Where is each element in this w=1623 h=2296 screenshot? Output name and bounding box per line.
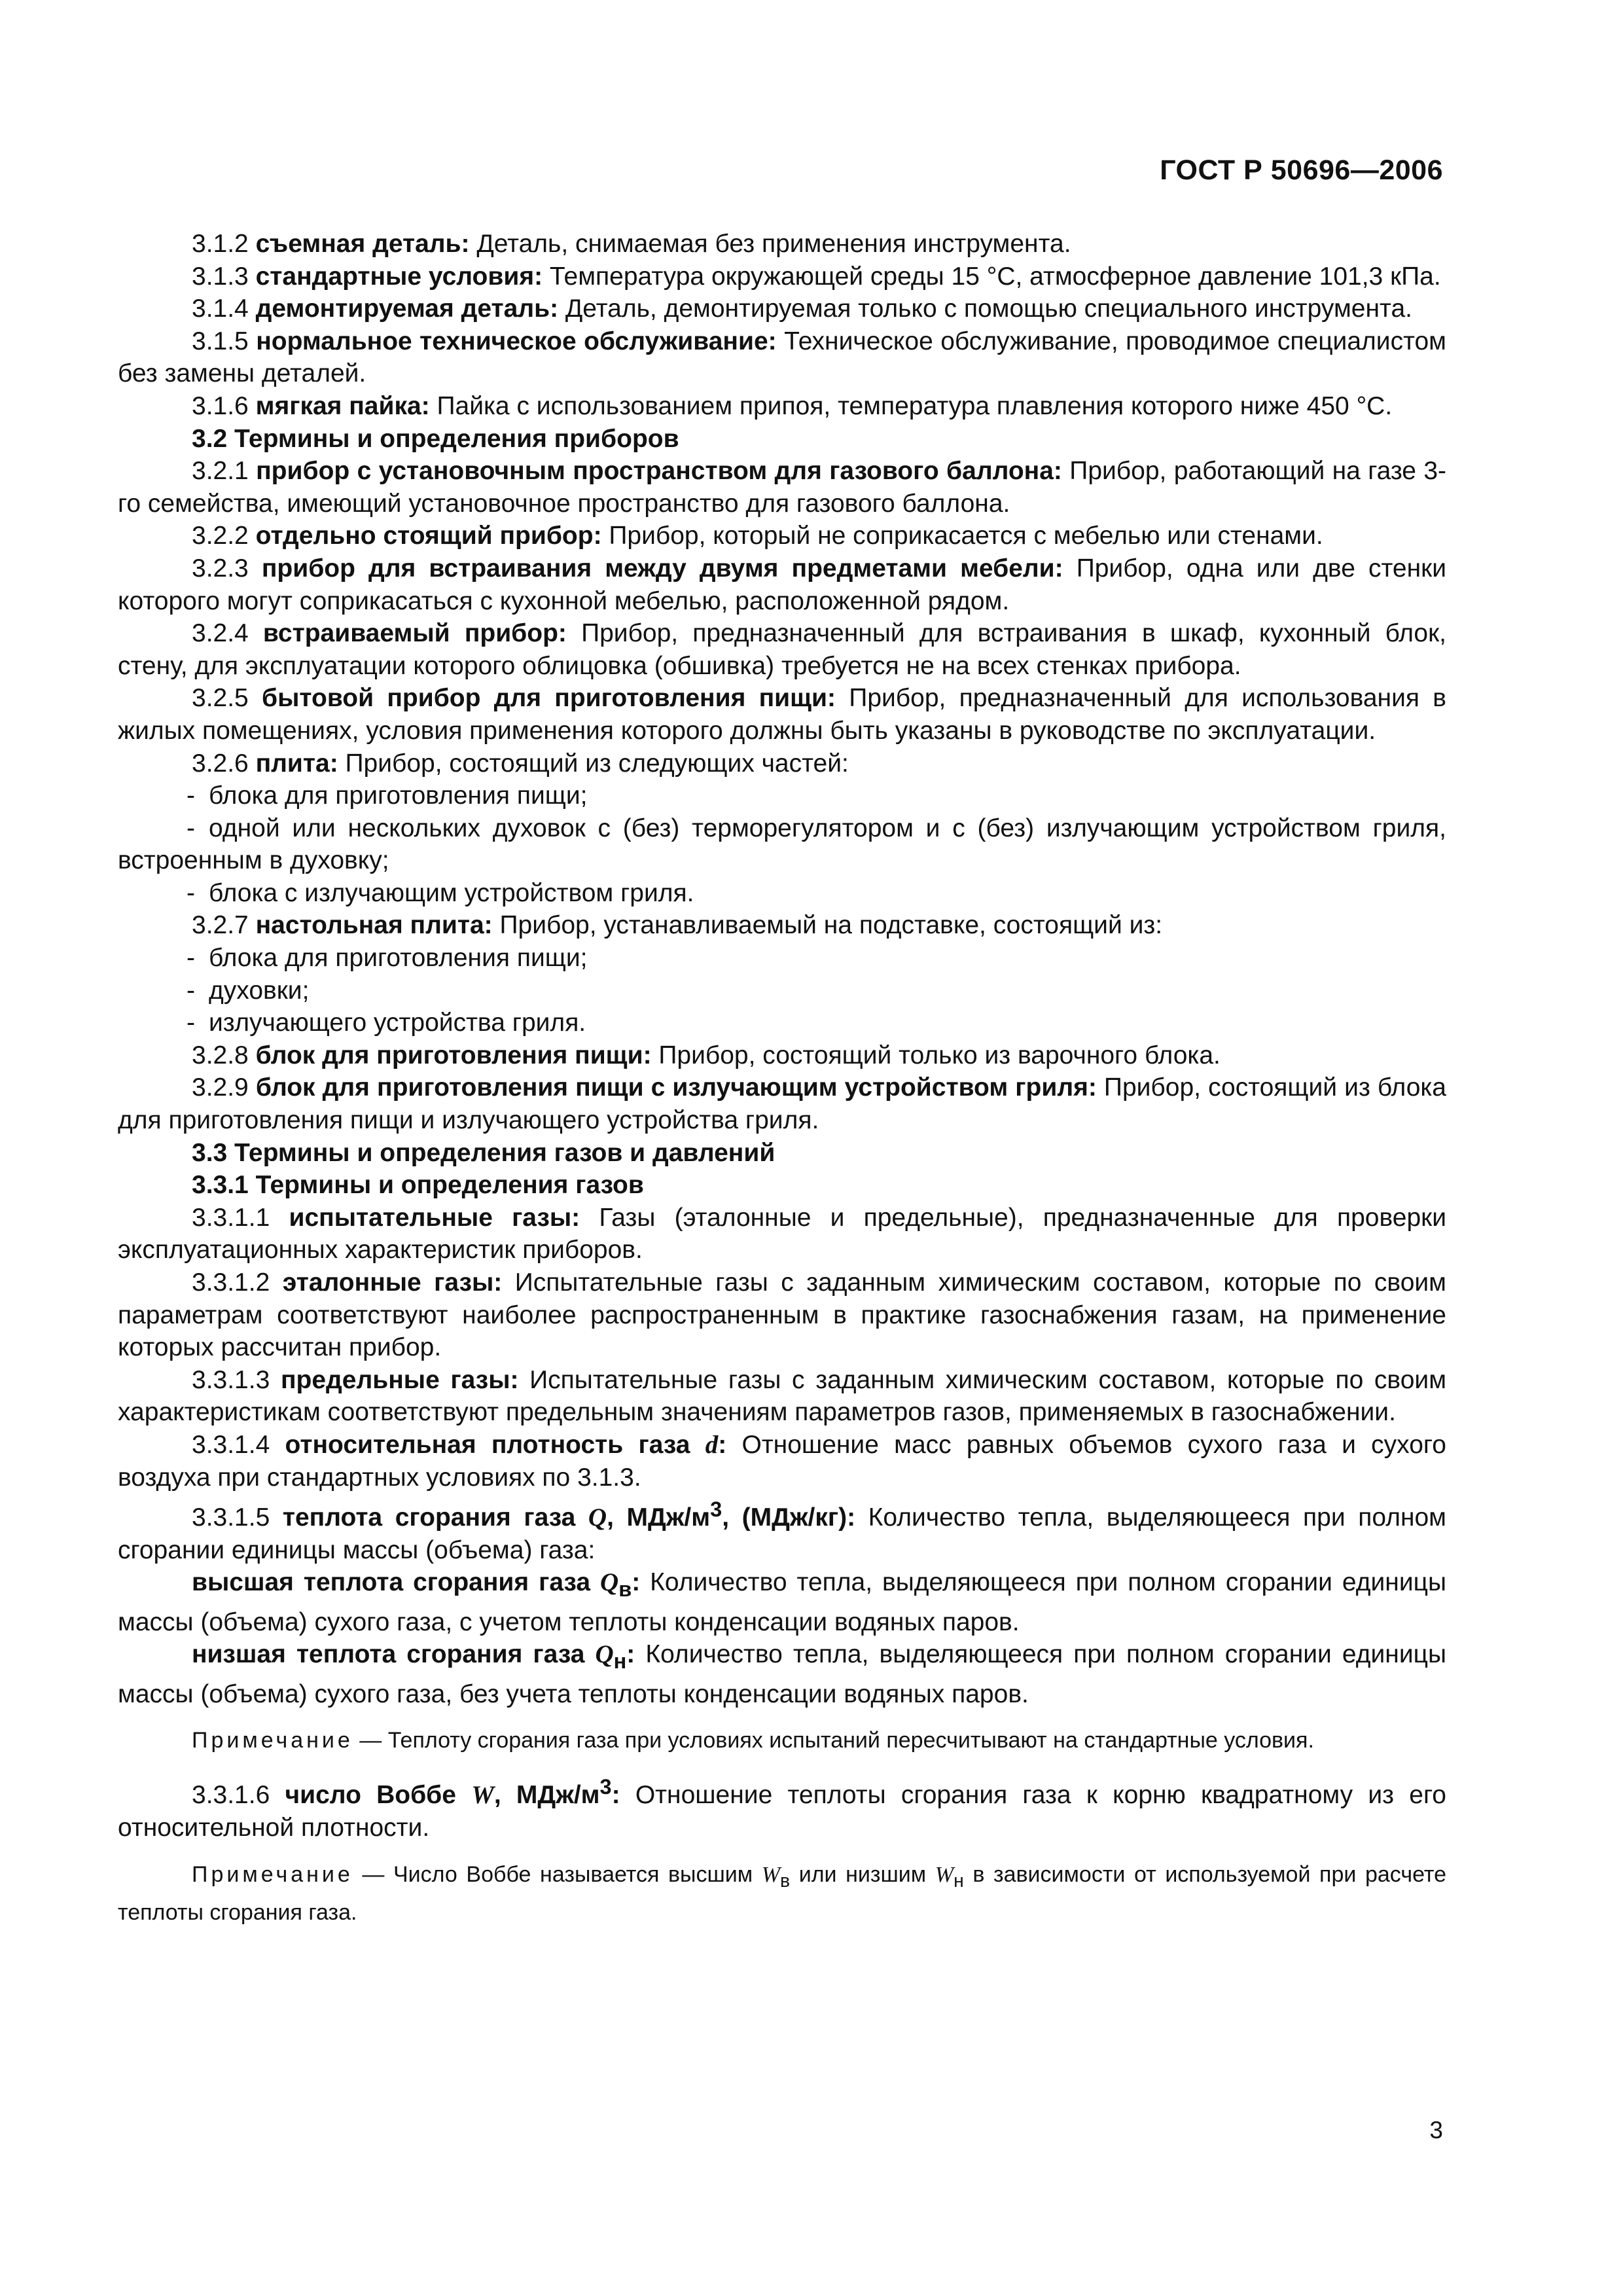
clause-number: 3.2.3 bbox=[192, 554, 249, 583]
definition: Прибор, предназначенный для использования в жилых помещениях, условия применения которого должны быть указаны в руководстве по эксплуатации. bbox=[118, 684, 1446, 745]
clause-3-2-6 bbox=[118, 747, 1446, 780]
clause-number: 3.2.4 bbox=[192, 619, 249, 648]
symbol-subscript: в bbox=[618, 1577, 632, 1602]
note-text: или низшим bbox=[790, 1861, 935, 1887]
clause-3-2-9 bbox=[118, 1071, 1446, 1136]
document-body bbox=[118, 228, 1446, 1929]
note-text: — Теплоту сгорания газа при условиях испытаний пересчитывают на стандартные условия. bbox=[353, 1728, 1314, 1753]
clause-3-1-3 bbox=[118, 260, 1446, 293]
note-text: в зависимости от используемой при расчете теплоты сгорания газа. bbox=[118, 1861, 1446, 1926]
term: мягкая пайка: bbox=[255, 391, 430, 420]
clause-3-2-7 bbox=[118, 909, 1446, 942]
clause-3-3-1-5-higher bbox=[118, 1566, 1446, 1638]
list-item-text: блока с излучающим устройством гриля. bbox=[209, 878, 694, 907]
clause-number: 3.3.1.4 bbox=[192, 1430, 270, 1459]
definition: Количество тепла, выделяющееся при полном сгорании единицы массы (объема) сухого газа, с учетом теплоты конденсации водяных паров. bbox=[118, 1568, 1446, 1636]
definition: Деталь, снимаемая без применения инструмента. bbox=[469, 230, 1071, 258]
term: нормальное техническое обслуживание: bbox=[256, 327, 777, 355]
clause-3-2-5 bbox=[118, 682, 1446, 747]
clause-3-3-1-5-lower bbox=[118, 1638, 1446, 1710]
term: эталонные газы: bbox=[282, 1268, 503, 1297]
symbol: W bbox=[471, 1781, 494, 1810]
note-2 bbox=[118, 1859, 1446, 1929]
note-text: — Число Воббе называется высшим bbox=[353, 1861, 762, 1887]
section-heading-3-3: 3.3 Термины и определения газов и давлений bbox=[192, 1138, 776, 1167]
term: блок для приготовления пищи с излучающим устройством гриля: bbox=[255, 1073, 1097, 1102]
term: прибор с установочным пространством для газового баллона: bbox=[256, 457, 1062, 486]
clause-number: 3.3.1.2 bbox=[192, 1268, 270, 1297]
symbol-subscript: н bbox=[613, 1649, 627, 1674]
clause-3-2-2 bbox=[118, 520, 1446, 552]
list-item: - духовки; bbox=[187, 976, 310, 1005]
clause-number: 3.1.2 bbox=[192, 230, 249, 258]
list-item: - излучающего устройства гриля. bbox=[187, 1009, 586, 1037]
term: встраиваемый прибор: bbox=[262, 619, 567, 648]
definition: Прибор, состоящий из следующих частей: bbox=[338, 749, 849, 778]
term: высшая теплота сгорания газа bbox=[192, 1568, 601, 1597]
definition: Деталь, демонтируемая только с помощью специального инструмента. bbox=[558, 295, 1412, 323]
section-heading-3-3-1: 3.3.1 Термины и определения газов bbox=[192, 1171, 644, 1200]
note-label: Примечание bbox=[192, 1861, 353, 1887]
clause-number: 3.1.6 bbox=[192, 391, 249, 420]
term: низшая теплота сгорания газа bbox=[192, 1640, 596, 1669]
term: настольная плита: bbox=[255, 911, 493, 940]
symbol: Q bbox=[588, 1503, 607, 1532]
term: теплота сгорания газа bbox=[282, 1503, 588, 1532]
term: относительная плотность газа bbox=[285, 1430, 705, 1459]
clause-number: 3.2.7 bbox=[192, 911, 249, 940]
definition: Газы (эталонные и предельные), предназначенные для проверки эксплуатационных характеристик приборов. bbox=[118, 1203, 1446, 1265]
list-item-text: блока для приготовления пищи; bbox=[209, 781, 588, 810]
definition: Температура окружающей среды 15 °С, атмосферное давление 101,3 кПа. bbox=[543, 262, 1441, 291]
list-item: - блока с излучающим устройством гриля. bbox=[187, 878, 694, 907]
clause-3-2-3 bbox=[118, 552, 1446, 617]
term: испытательные газы: bbox=[289, 1203, 580, 1232]
symbol-subscript: н bbox=[954, 1870, 964, 1892]
clause-3-1-6 bbox=[118, 390, 1446, 423]
definition: Прибор, предназначенный для встраивания в шкаф, кухонный блок, стену, для эксплуатации которого облицовка (обшивка) требуется не на всех стенках прибора. bbox=[118, 619, 1447, 680]
clause-3-3-1-6 bbox=[118, 1771, 1446, 1844]
clause-number: 3.2.8 bbox=[192, 1041, 249, 1069]
clause-3-3-1-1 bbox=[118, 1202, 1446, 1266]
term: демонтируемая деталь: bbox=[255, 295, 559, 323]
unit-alt: , (МДж/кг): bbox=[722, 1503, 856, 1532]
definition: Прибор, который не соприкасается с мебелью или стенами. bbox=[601, 522, 1323, 550]
clause-3-2-8 bbox=[118, 1039, 1446, 1072]
list-item-text: блока для приготовления пищи; bbox=[209, 944, 588, 973]
symbol: d bbox=[705, 1430, 719, 1459]
section-heading-3-2: 3.2 Термины и определения приборов bbox=[192, 424, 679, 453]
clause-number: 3.1.4 bbox=[192, 295, 249, 323]
term: прибор для встраивания между двумя предметами мебели: bbox=[261, 554, 1063, 583]
page-number: 3 bbox=[1429, 2117, 1443, 2144]
term: число Воббе bbox=[285, 1781, 472, 1810]
unit: , МДж/м bbox=[607, 1503, 711, 1532]
clause-3-1-4 bbox=[118, 293, 1446, 325]
clause-number: 3.2.1 bbox=[192, 457, 249, 486]
term-colon: : bbox=[611, 1781, 620, 1810]
note-label: Примечание bbox=[192, 1728, 353, 1753]
clause-3-2-1 bbox=[118, 455, 1446, 520]
unit-superscript: 3 bbox=[710, 1498, 722, 1522]
symbol-subscript: в bbox=[780, 1870, 791, 1892]
term: предельные газы: bbox=[280, 1365, 519, 1394]
definition: Испытательные газы с заданным химическим составом, которые по своим характеристикам соответствуют предельным значениям параметров газов, применяемых в газоснабжении. bbox=[118, 1365, 1447, 1427]
definition: Испытательные газы с заданным химическим составом, которые по своим параметрам соответствуют наиболее распространенным в практике газоснабжения газам, на применение которых рассчитан прибор. bbox=[118, 1268, 1446, 1362]
clause-number: 3.1.3 bbox=[192, 262, 249, 291]
symbol: W bbox=[935, 1862, 954, 1887]
symbol: Q bbox=[595, 1640, 614, 1669]
clause-number: 3.3.1.5 bbox=[192, 1503, 270, 1532]
clause-number: 3.2.5 bbox=[192, 684, 249, 713]
list-item-text: одной или нескольких духовок с (без) терморегулятором и с (без) излучающим устройством гриля, встроенным в духовку; bbox=[118, 814, 1446, 875]
definition: Отношение масс равных объемов сухого газа и сухого воздуха при стандартных условиях по 3.1.3. bbox=[118, 1430, 1446, 1492]
list-item: - одной или нескольких духовок с (без) терморегулятором и с (без) излучающим устройством гриля, встроенным в духовку; bbox=[118, 814, 1446, 875]
definition: Прибор, работающий на газе 3-го семейства, имеющий установочное пространство для газового баллона. bbox=[118, 457, 1447, 518]
clause-3-2-4 bbox=[118, 617, 1446, 682]
unit: , МДж/м bbox=[493, 1781, 600, 1810]
term: съемная деталь: bbox=[255, 230, 470, 258]
list-item: - блока для приготовления пищи; bbox=[187, 944, 588, 973]
clause-3-3-1-3 bbox=[118, 1364, 1446, 1429]
term: бытовой прибор для приготовления пищи: bbox=[262, 684, 836, 713]
definition: Количество тепла, выделяющееся при полном сгорании единицы массы (объема) газа: bbox=[118, 1503, 1446, 1564]
clause-3-1-2 bbox=[118, 228, 1446, 260]
definition: Количество тепла, выделяющееся при полном сгорании единицы массы (объема) сухого газа, без учета теплоты конденсации водяных паров. bbox=[118, 1640, 1446, 1708]
term: отдельно стоящий прибор: bbox=[255, 522, 602, 550]
clause-3-3-1-4 bbox=[118, 1429, 1446, 1494]
clause-number: 3.2.2 bbox=[192, 522, 249, 550]
definition: Пайка с использованием припоя, температура плавления которого ниже 450 °С. bbox=[429, 391, 1393, 420]
definition: Прибор, состоящий только из варочного блока. bbox=[651, 1041, 1221, 1069]
clause-number: 3.1.5 bbox=[192, 327, 249, 355]
term: блок для приготовления пищи: bbox=[255, 1041, 652, 1069]
symbol: Q bbox=[600, 1568, 619, 1597]
definition: Отношение теплоты сгорания газа к корню квадратному из его относительной плотности. bbox=[118, 1781, 1447, 1842]
term-colon: : bbox=[718, 1430, 727, 1459]
clause-number: 3.3.1.3 bbox=[192, 1365, 270, 1394]
clause-3-3-1-5 bbox=[118, 1494, 1446, 1566]
list-item-text: духовки; bbox=[209, 976, 310, 1005]
note-1 bbox=[118, 1725, 1446, 1757]
list-item-text: излучающего устройства гриля. bbox=[209, 1009, 586, 1037]
term-colon: : bbox=[626, 1640, 635, 1669]
standard-header: ГОСТ Р 50696—2006 bbox=[1160, 154, 1443, 186]
term-colon: : bbox=[632, 1568, 641, 1597]
list-item: - блока для приготовления пищи; bbox=[187, 781, 588, 810]
clause-3-1-5 bbox=[118, 325, 1446, 390]
clause-number: 3.2.6 bbox=[192, 749, 249, 778]
clause-number: 3.3.1.1 bbox=[192, 1203, 270, 1232]
definition: Техническое обслуживание, проводимое специалистом без замены деталей. bbox=[118, 327, 1446, 388]
clause-number: 3.2.9 bbox=[192, 1073, 249, 1102]
definition: Прибор, устанавливаемый на подставке, состоящий из: bbox=[492, 911, 1163, 940]
definition: Прибор, одна или две стенки которого могут соприкасаться с кухонной мебелью, расположенной рядом. bbox=[118, 554, 1446, 615]
clause-3-3-1-2 bbox=[118, 1266, 1446, 1364]
term: плита: bbox=[255, 749, 338, 778]
unit-superscript: 3 bbox=[599, 1775, 612, 1799]
clause-number: 3.3.1.6 bbox=[192, 1781, 270, 1810]
term: стандартные условия: bbox=[255, 262, 543, 291]
definition: Прибор, состоящий из блока для приготовления пищи и излучающего устройства гриля. bbox=[118, 1073, 1446, 1135]
symbol: W bbox=[761, 1862, 781, 1887]
